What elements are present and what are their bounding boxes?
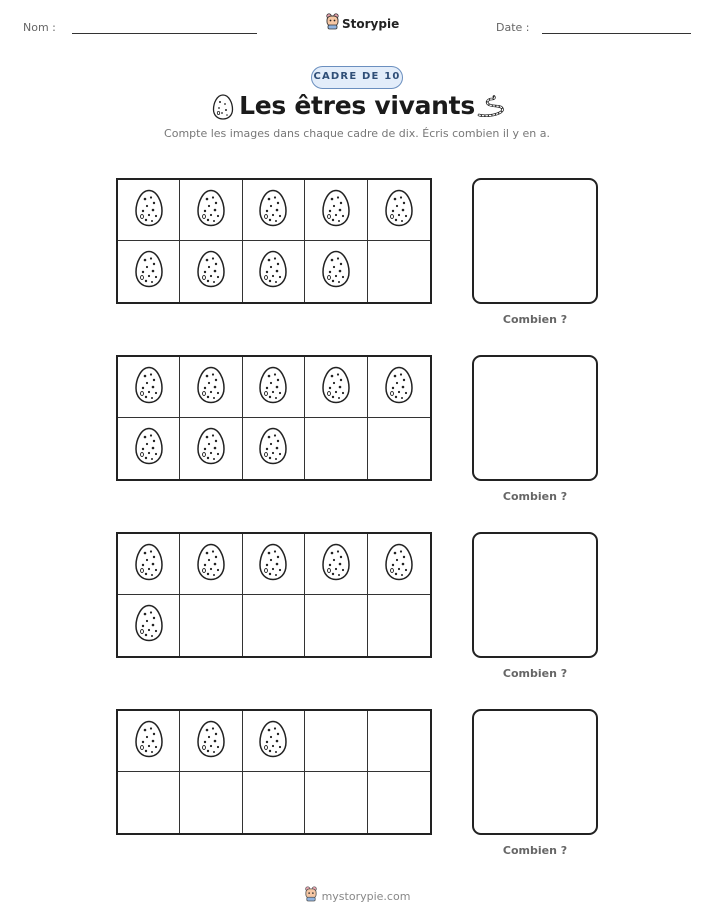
frame-cell <box>118 711 180 772</box>
egg-icon <box>321 250 351 293</box>
frame-cell <box>368 711 430 772</box>
frame-cell <box>118 534 180 595</box>
answer-box[interactable] <box>472 178 598 304</box>
frame-cell <box>368 357 430 418</box>
egg-icon <box>196 543 226 586</box>
answer-box[interactable] <box>472 709 598 835</box>
egg-icon <box>258 366 288 409</box>
egg-icon <box>321 543 351 586</box>
footer-url: mystorypie.com <box>321 890 411 903</box>
egg-icon <box>258 720 288 763</box>
egg-icon <box>196 189 226 232</box>
ten-frame <box>116 709 432 835</box>
frame-cell <box>180 711 242 772</box>
frame-cell <box>305 595 367 656</box>
name-line[interactable] <box>72 33 257 34</box>
frame-cell <box>180 534 242 595</box>
footer <box>0 886 714 907</box>
egg-icon <box>196 720 226 763</box>
frame-cell <box>305 180 367 241</box>
egg-icon <box>258 189 288 232</box>
frame-cell <box>118 241 180 302</box>
answer-box[interactable] <box>472 532 598 658</box>
answer-label: Combien ? <box>502 313 568 326</box>
egg-icon <box>258 250 288 293</box>
frame-cell <box>368 241 430 302</box>
ten-frame <box>116 355 432 481</box>
frame-cell <box>368 534 430 595</box>
frame-cell <box>180 418 242 479</box>
egg-icon <box>134 720 164 763</box>
date-label: Date : <box>496 21 530 34</box>
frame-cell <box>368 595 430 656</box>
egg-icon <box>196 366 226 409</box>
egg-icon <box>134 189 164 232</box>
exercise-row <box>0 178 714 338</box>
frame-cell <box>180 772 242 833</box>
egg-icon <box>321 189 351 232</box>
egg-icon <box>134 604 164 647</box>
egg-icon <box>134 366 164 409</box>
egg-icon <box>134 250 164 293</box>
frame-cell <box>368 180 430 241</box>
frame-cell <box>243 418 305 479</box>
frame-cell <box>368 772 430 833</box>
egg-icon <box>196 250 226 293</box>
egg-icon <box>134 427 164 470</box>
answer-label: Combien ? <box>502 844 568 857</box>
frame-cell <box>180 595 242 656</box>
egg-icon <box>196 427 226 470</box>
frame-cell <box>305 357 367 418</box>
name-label: Nom : <box>23 21 56 34</box>
frame-cell <box>305 534 367 595</box>
frame-cell <box>305 418 367 479</box>
frame-cell <box>180 180 242 241</box>
brand-logo <box>325 13 399 35</box>
answer-box[interactable] <box>472 355 598 481</box>
frame-cell <box>118 418 180 479</box>
frame-cell <box>118 357 180 418</box>
frame-cell <box>243 711 305 772</box>
brand-name: Storypie <box>342 17 400 31</box>
frame-cell <box>118 180 180 241</box>
exercise-row <box>0 532 714 692</box>
frame-cell <box>180 357 242 418</box>
page-title: Les êtres vivants <box>239 91 475 120</box>
frame-cell <box>305 772 367 833</box>
exercise-row <box>0 355 714 515</box>
storypie-mascot-icon <box>304 886 318 907</box>
exercise-row <box>0 709 714 869</box>
frame-cell <box>305 711 367 772</box>
egg-icon <box>258 427 288 470</box>
snake-icon <box>476 94 506 123</box>
frame-cell <box>305 241 367 302</box>
egg-icon <box>258 543 288 586</box>
egg-icon <box>384 189 414 232</box>
date-line[interactable] <box>542 33 691 34</box>
frame-cell <box>243 357 305 418</box>
storypie-mascot-icon <box>325 13 340 35</box>
frame-cell <box>368 418 430 479</box>
answer-label: Combien ? <box>502 490 568 503</box>
egg-icon <box>321 366 351 409</box>
egg-icon <box>134 543 164 586</box>
frame-cell <box>243 180 305 241</box>
frame-cell <box>118 595 180 656</box>
frame-cell <box>243 595 305 656</box>
instructions: Compte les images dans chaque cadre de dix. Écris combien il y en a. <box>164 127 550 140</box>
answer-label: Combien ? <box>502 667 568 680</box>
ten-frame <box>116 178 432 304</box>
worksheet-badge: CADRE DE 10 <box>311 66 403 89</box>
frame-cell <box>180 241 242 302</box>
frame-cell <box>243 241 305 302</box>
frame-cell <box>243 772 305 833</box>
egg-icon <box>384 543 414 586</box>
frame-cell <box>243 534 305 595</box>
frame-cell <box>118 772 180 833</box>
egg-icon <box>384 366 414 409</box>
ten-frame <box>116 532 432 658</box>
